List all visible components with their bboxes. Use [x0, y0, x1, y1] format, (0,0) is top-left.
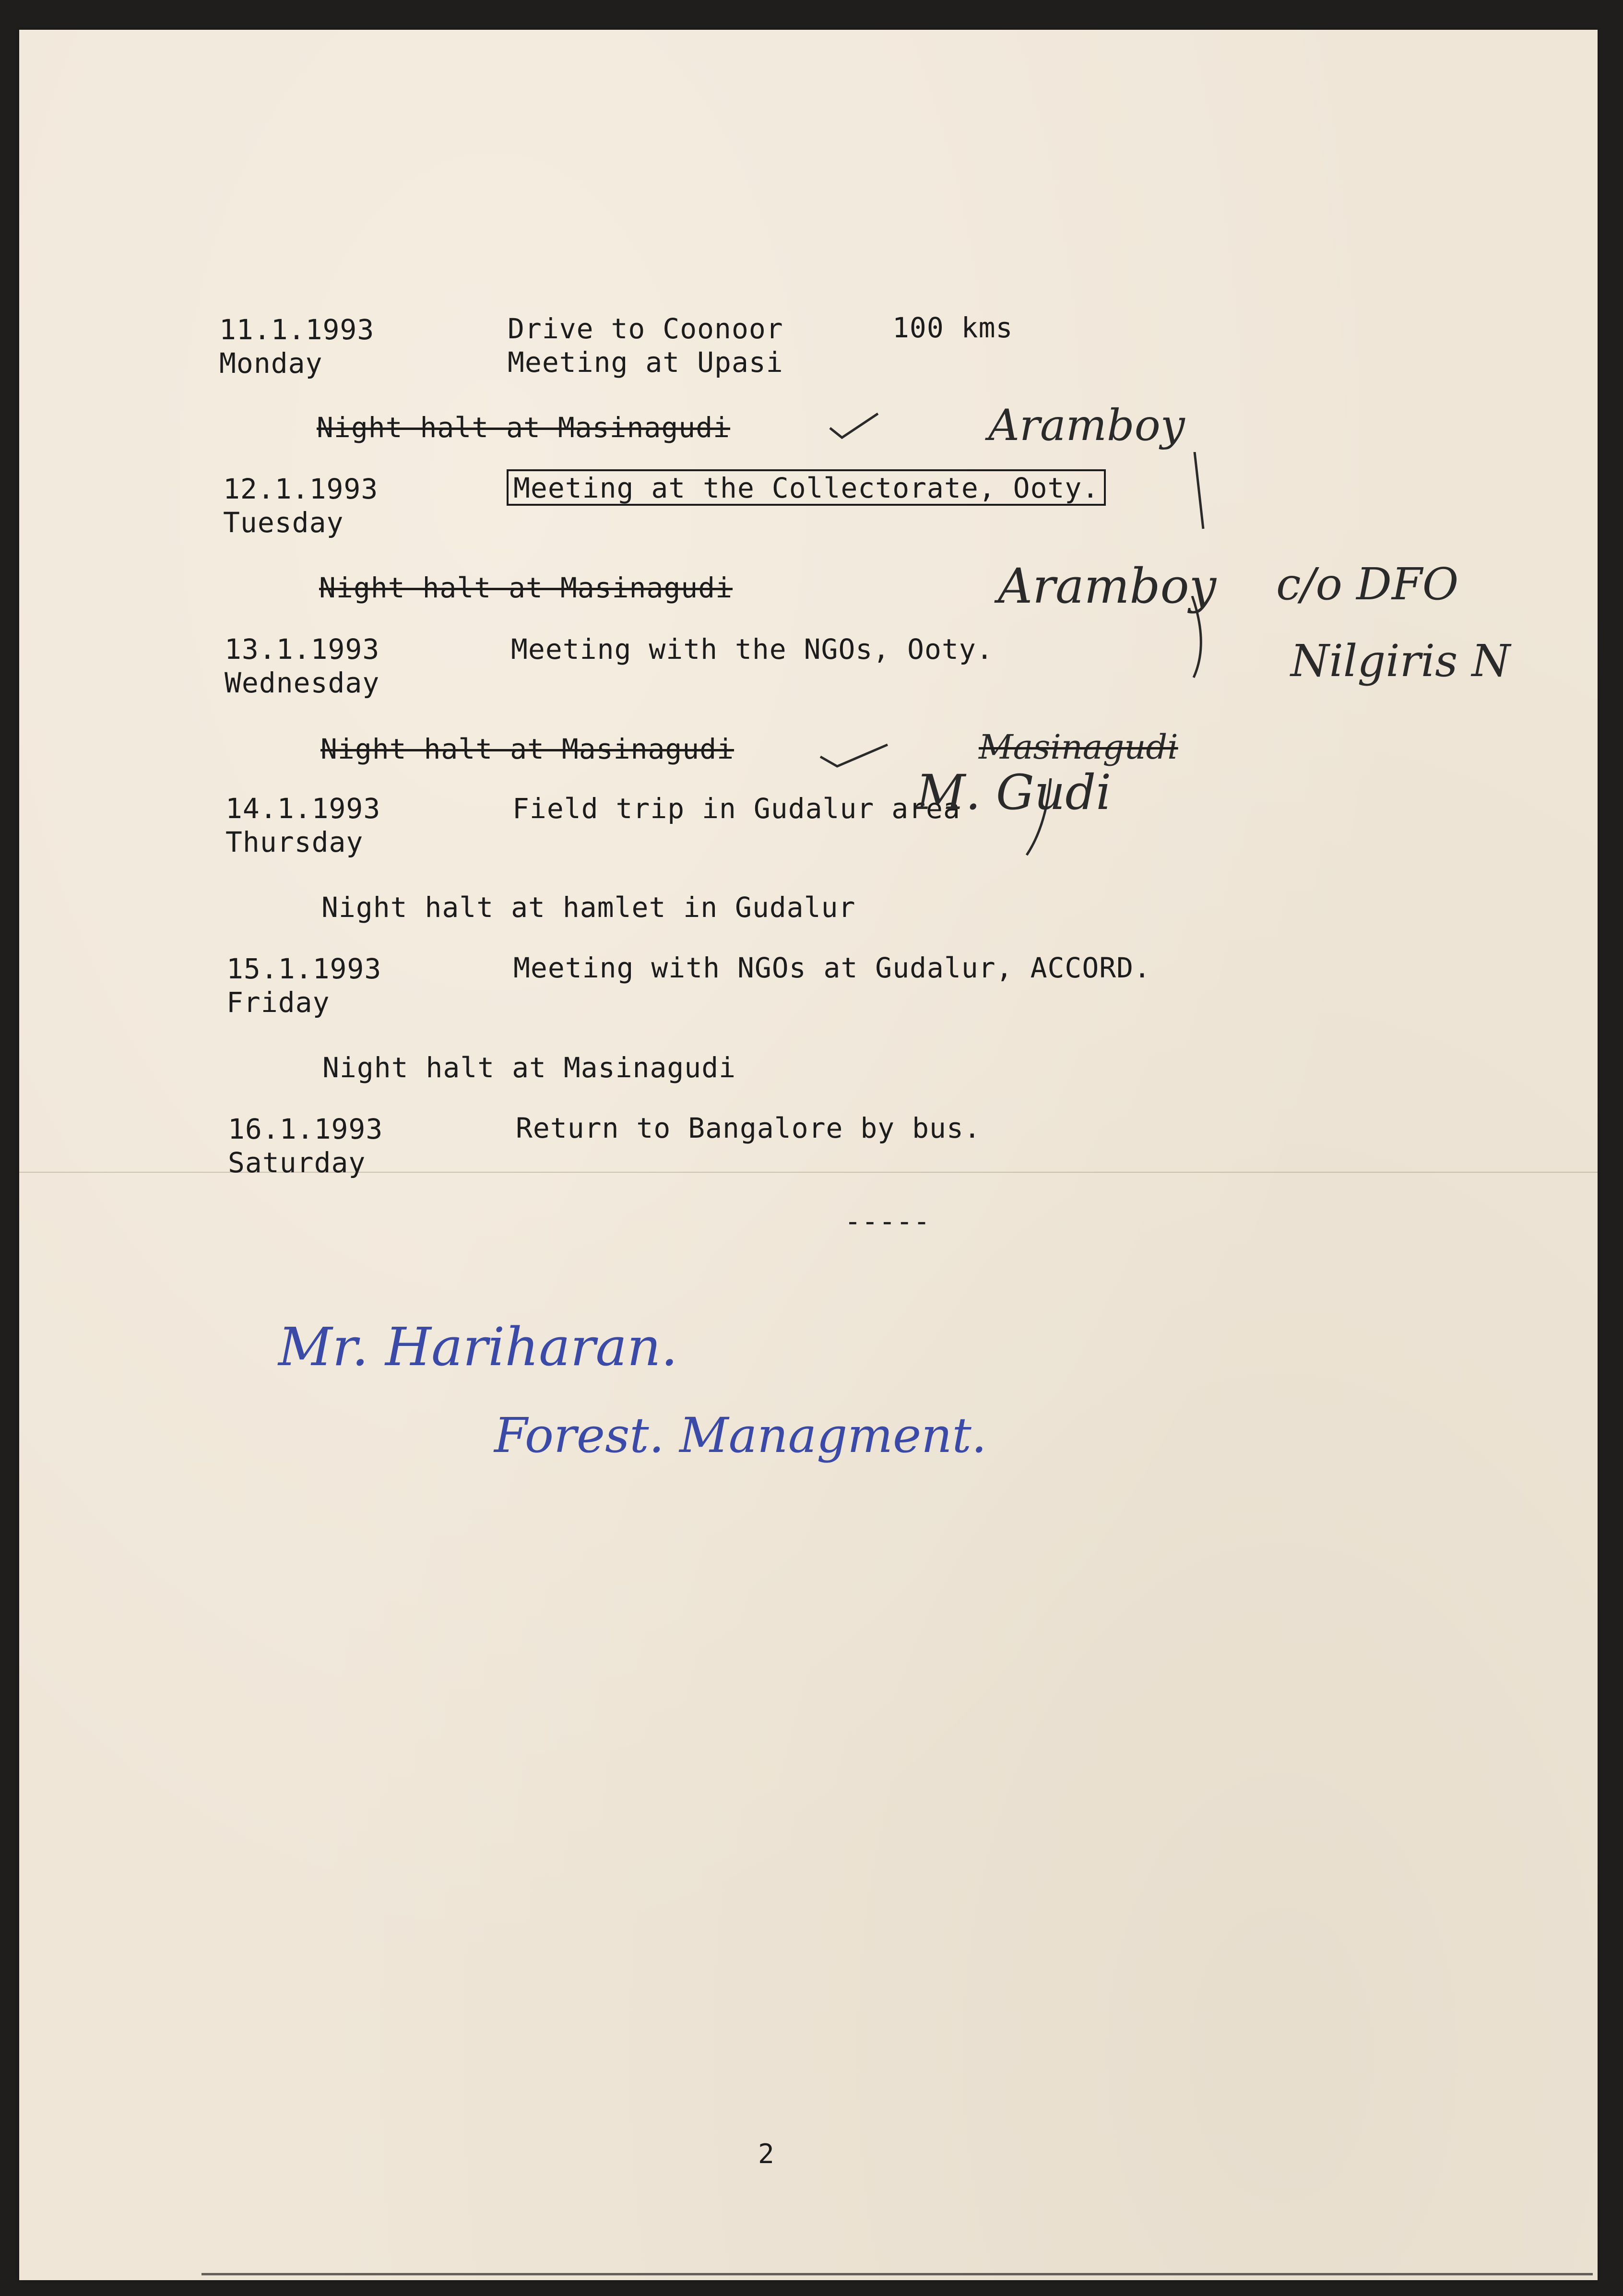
page-number: 2 [758, 2139, 774, 2170]
entry-1-distance: 100 kms [892, 311, 1013, 344]
entry-3-night-halt: Night halt at Masinagudi [320, 733, 734, 765]
entry-1-line-1: Drive to Coonoor [508, 312, 783, 345]
entry-6-day: Saturday [228, 1146, 366, 1179]
entry-3-date: 13.1.1993 [225, 633, 380, 666]
blue-handwritten-department: Forest. Managment. [494, 1407, 987, 1463]
entry-5-night-halt: Night halt at Masinagudi [322, 1051, 736, 1084]
entry-3-day: Wednesday [225, 666, 380, 699]
entry-6-date: 16.1.1993 [228, 1113, 383, 1145]
bracket-mark-3 [1017, 778, 1055, 860]
entry-5-day: Friday [226, 986, 330, 1019]
entry-4-line-1: Field trip in Gudalur area [512, 792, 960, 825]
bracket-mark-2 [1190, 596, 1209, 682]
entry-5-date: 15.1.1993 [226, 952, 382, 985]
entry-2-date: 12.1.1993 [223, 473, 379, 505]
bracket-mark-1 [1190, 452, 1209, 534]
entry-1-line-2: Meeting at Upasi [508, 346, 783, 379]
handwritten-note-aramboy-1: Aramboy [988, 400, 1185, 451]
entry-6-line-1: Return to Bangalore by bus. [516, 1112, 981, 1144]
entry-3-line-1: Meeting with the NGOs, Ooty. [511, 633, 994, 666]
handwritten-note-aramboy-2: Aramboy [998, 558, 1217, 614]
blue-handwritten-name: Mr. Hariharan. [278, 1316, 678, 1378]
entry-2-line-1-boxed: Meeting at the Collectorate, Ooty. [507, 469, 1106, 506]
entry-2-day: Tuesday [223, 506, 344, 539]
handwritten-note-masinagudi-struck: Masinagudi [979, 727, 1178, 767]
entry-5-line-1: Meeting with NGOs at Gudalur, ACCORD. [513, 952, 1151, 984]
entry-4-day: Thursday [225, 826, 364, 858]
end-separator: ----- [844, 1205, 931, 1237]
entry-1-night-halt: Night halt at Masinagudi [317, 411, 731, 444]
handwritten-note-dfo: c/o DFO [1276, 559, 1459, 610]
tick-mark-icon-2 [816, 740, 892, 773]
entry-2-night-halt: Night halt at Masinagudi [319, 571, 733, 604]
tick-mark-icon [825, 409, 883, 442]
handwritten-note-mgudi: M. Gudi [916, 764, 1112, 821]
handwritten-note-nilgiris: Nilgiris N [1291, 635, 1511, 687]
entry-4-date: 14.1.1993 [225, 792, 381, 825]
entry-1-date: 11.1.1993 [219, 313, 375, 346]
document-page [19, 30, 1598, 2280]
entry-1-day: Monday [219, 347, 323, 380]
entry-4-night-halt: Night halt at hamlet in Gudalur [321, 891, 856, 924]
bottom-edge-line [201, 2273, 1593, 2275]
